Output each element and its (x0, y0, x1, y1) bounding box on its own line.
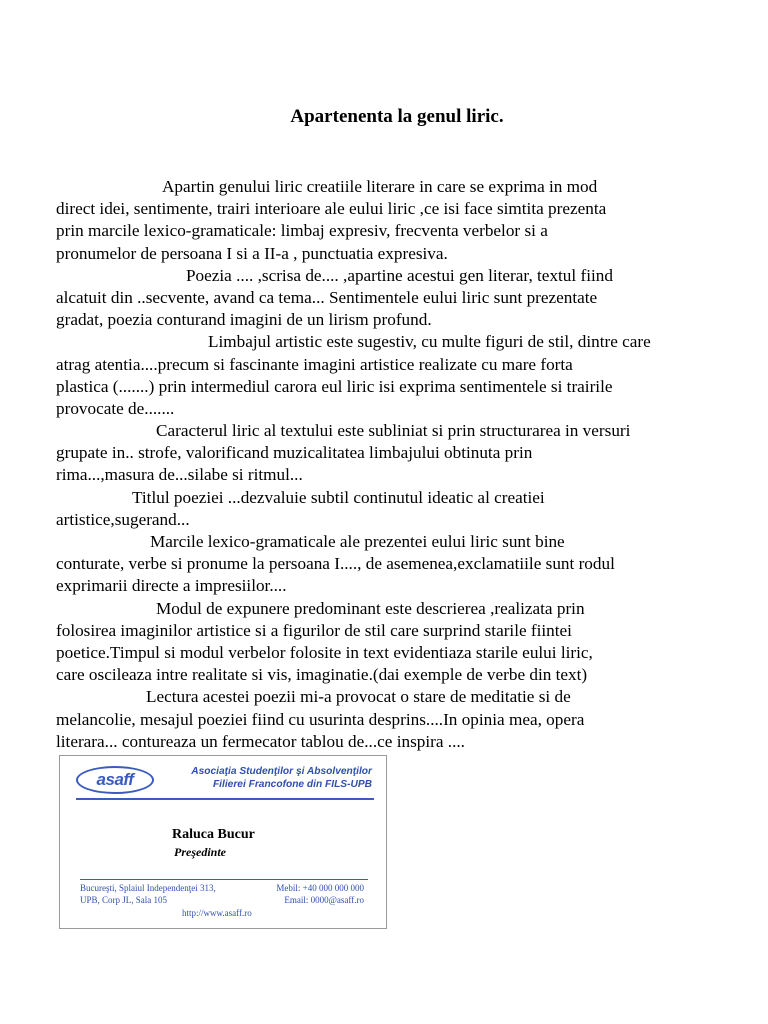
card-divider (80, 879, 368, 880)
body-line: Titlul poeziei ...dezvaluie subtil continutul ideatic al creatiei (132, 487, 545, 507)
website-link[interactable]: http://www.asaff.ro (182, 908, 252, 918)
body-line: poetice.Timpul si modul verbelor folosite in text evidentiaza starile eului liric, (56, 642, 593, 662)
body-line: rima...,masura de...silabe si ritmul... (56, 465, 303, 485)
body-line: Lectura acestei poezii mi-a provocat o stare de meditatie si de (146, 687, 571, 707)
logo-divider (76, 798, 374, 800)
body-line: alcatuit din ..secvente, avand ca tema... Sentimentele eului liric sunt prezentate (56, 287, 598, 307)
body-line: direct idei, sentimente, trairi interioare ale eului liric ,ce isi face simtita prezenta (56, 199, 607, 219)
body-line: literara... contureaza un fermecator tablou de...ce inspira .... (56, 731, 465, 751)
asaff-logo: asaff (96, 770, 134, 789)
document-body (56, 176, 746, 753)
body-line: provocate de....... (56, 398, 175, 418)
body-line: Caracterul liric al textului este subliniat si prin structurarea in versuri (156, 421, 631, 441)
business-card (59, 755, 387, 929)
body-line: pronumelor de persoana I si a II-a , punctuatia expresiva. (56, 243, 448, 263)
body-line: Poezia .... ,scrisa de.... ,apartine acestui gen literar, textul fiind (186, 265, 613, 285)
body-line: prin marcile lexico-gramaticale: limbaj expresiv, frecventa verbelor si a (56, 221, 548, 241)
body-line: atrag atentia....precum si fascinante imagini artistice realizate cu mare forta (56, 354, 573, 374)
person-name: Raluca Bucur (172, 827, 255, 842)
body-line: exprimarii directe a impresiilor.... (56, 576, 287, 596)
email-address: Email: 0000@asaff.ro (284, 895, 364, 905)
address-line-1: Bucureşti, Splaiul Independenţei 313, (80, 883, 216, 893)
body-line: Modul de expunere predominant este descrierea ,realizata prin (156, 598, 585, 618)
body-line: melancolie, mesajul poeziei fiind cu usurinta desprins....In opinia mea, opera (56, 709, 585, 729)
body-line: care oscileaza intre realitate si vis, imaginatie.(dai exemple de verbe din text) (56, 665, 588, 685)
organization-name-line-2: Filierei Francofone din FILS-UPB (212, 779, 372, 790)
body-line: Marcile lexico-gramaticale ale prezentei eului liric sunt bine (150, 532, 565, 551)
body-line: grupate in.. strofe, valorificand muzicalitatea limbajului obtinuta prin (56, 443, 533, 463)
body-line: gradat, poezia conturand imagini de un lirism profund. (56, 310, 432, 330)
body-line: folosirea imaginilor artistice si a figurilor de stil care surprind starile fiintei (56, 620, 572, 640)
body-line: artistice,sugerand... (56, 509, 190, 529)
body-line: Limbajul artistic este sugestiv, cu multe figuri de stil, dintre care (208, 332, 651, 352)
mobile-number: Mebil: +40 000 000 000 (276, 883, 364, 893)
body-line: conturate, verbe si pronume la persoana I...., de asemenea,exclamatiile sunt rodul (56, 554, 615, 574)
body-line: Apartin genului liric creatiile literare in care se exprima in mod (162, 177, 598, 196)
body-line: plastica (.......) prin intermediul carora eul liric isi exprima sentimentele si trairile (56, 376, 613, 396)
organization-name-line-1: Asociaţia Studenţilor şi Absolvenţilor (191, 766, 372, 777)
address-line-2: UPB, Corp JL, Sala 105 (80, 895, 168, 905)
document-title: Apartenenta la genul liric. (290, 106, 504, 127)
person-role: Preşedinte (174, 845, 226, 859)
